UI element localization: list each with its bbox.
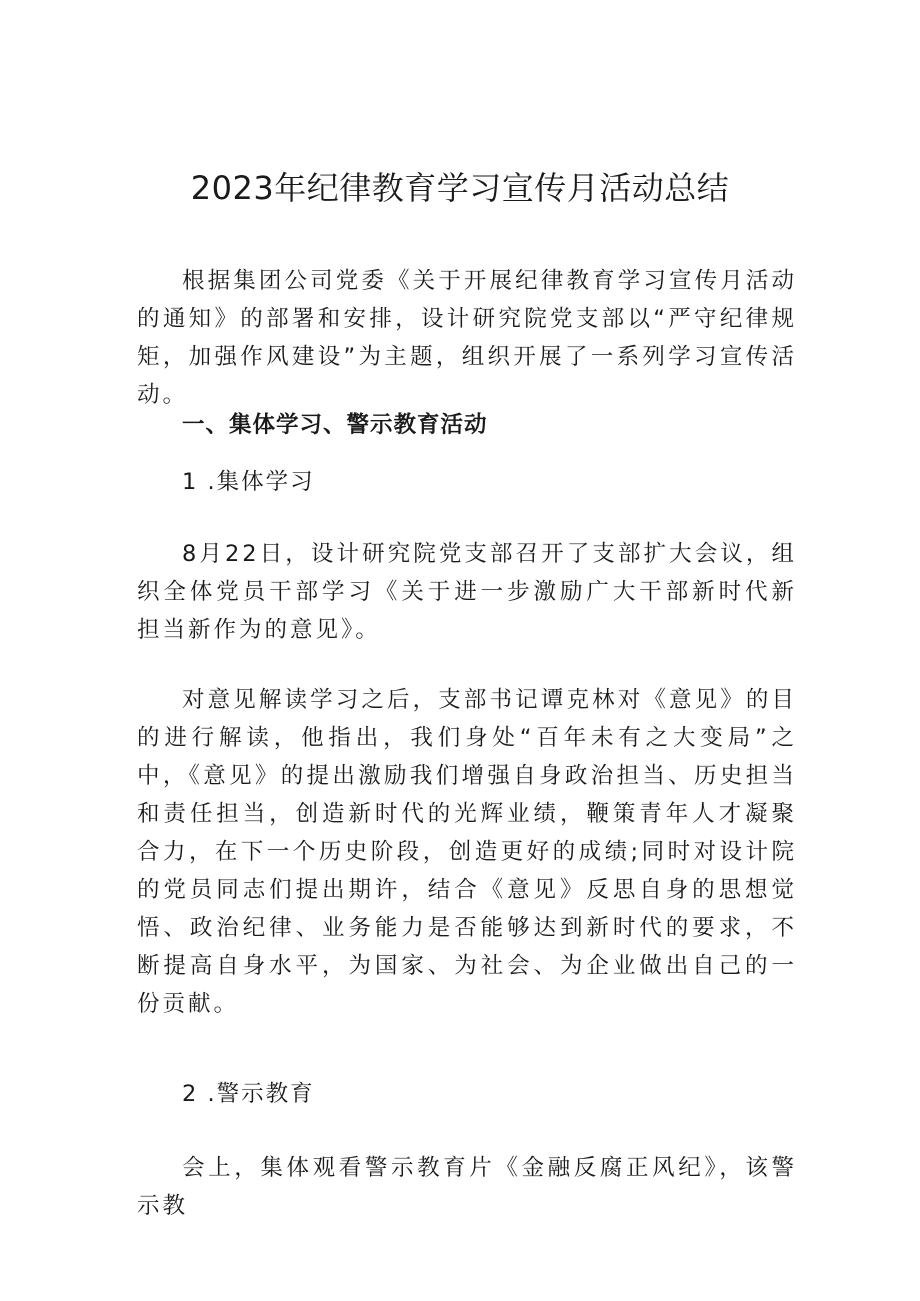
- subsection-heading-warning: 2 .警示教育: [182, 1081, 315, 1107]
- study-paragraph-1: 8月22日，设计研究院党支部召开了支部扩大会议，组织全体党员干部学习《关于进一步激励广大干部新时代新担当新作为的意见》。: [137, 541, 797, 643]
- study-paragraph-2: 对意见解读学习之后，支部书记谭克林对《意见》的目的进行解读，他指出，我们身处“百年未有之大变局”之中，《意见》的提出激励我们增强自身政治担当、历史担当和责任担当，创造新时代的光辉业绩，鞭策青年人才凝聚合力，在下一个历史阶段，创造更好的成绩;同时对设计院的党员同志们提出期许，结合《意见》反思自身的思想觉悟、政治纪律、业务能力是否能够达到新时代的要求，不断提高自身水平，为国家、为社会、为企业做出自己的一份贡献。: [137, 687, 797, 1017]
- intro-paragraph: 根据集团公司党委《关于开展纪律教育学习宣传月活动的通知》的部署和安排，设计研究院党支部以“严守纪律规矩，加强作风建设”为主题，组织开展了一系列学习宣传活动。: [137, 268, 797, 408]
- subsection-heading-study: 1 .集体学习: [182, 469, 315, 495]
- document-title: 2023年纪律教育学习宣传月活动总结: [190, 169, 730, 207]
- warning-paragraph-1: 会上，集体观看警示教育片《金融反腐正风纪》，该警示教: [137, 1155, 797, 1219]
- section-heading: 一、集体学习、警示教育活动: [182, 412, 488, 438]
